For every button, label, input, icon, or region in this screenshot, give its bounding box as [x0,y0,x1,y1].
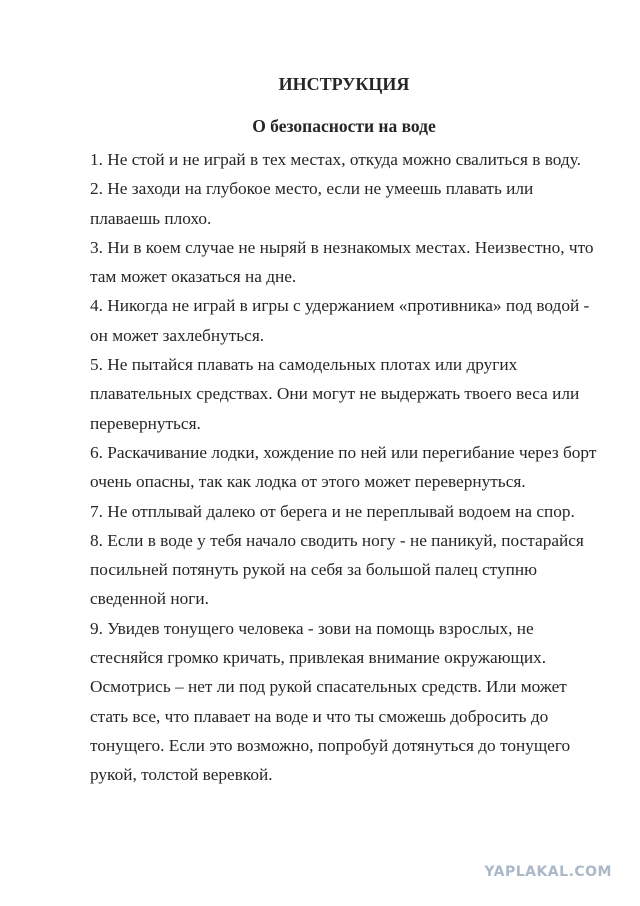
text-line: Осмотрись – нет ли под рукой спасательных средств. Или может [90,677,567,697]
text-line: перевернуться. [90,413,201,433]
text-line: 8. Если в воде у тебя начало сводить ногу - не паникуй, постарайся [90,530,584,550]
text-line: он может захлебнуться. [90,325,265,345]
text-line: 2. Не заходи на глубокое место, если не умеешь плавать или [90,179,534,199]
text-line: плавательных средствах. Они могут не выдержать твоего веса или [90,384,580,404]
text-line: рукой, толстой веревкой. [90,765,273,785]
text-line: тонущего. Если это возможно, попробуй дотянуться до тонущего [90,735,571,755]
instruction-body [90,145,630,790]
document-title: ИНСТРУКЦИЯ [278,74,410,94]
text-line: 6. Раскачивание лодки, хождение по ней или перегибание через борт [90,442,597,462]
text-line: сведенной ноги. [90,589,209,609]
document-subtitle: О безопасности на воде [252,116,436,136]
text-line: 1. Не стой и не играй в тех местах, откуда можно свалиться в воду. [90,150,581,169]
text-line: 4. Никогда не играй в игры с удержанием «противника» под водой - [90,296,590,316]
text-line: там может оказаться на дне. [90,267,297,287]
text-line: стесняйся громко кричать, привлекая внимание окружающих. [90,648,547,668]
text-line: посильней потянуть рукой на себя за большой палец ступню [90,560,538,580]
text-line: 3. Ни в коем случае не ныряй в незнакомых местах. Неизвестно, что [90,237,594,257]
text-line: 7. Не отплывай далеко от берега и не переплывай водоем на спор. [90,501,575,521]
watermark-logo: YAPLAKAL.COM [484,864,612,880]
text-line: 9. Увидев тонущего человека - зови на помощь взрослых, не [90,618,534,638]
text-line: очень опасны, так как лодка от этого может перевернуться. [90,472,526,492]
text-line: плаваешь плохо. [90,208,212,228]
text-line: 5. Не пытайся плавать на самодельных плотах или других [90,355,518,375]
text-line: стать все, что плавает на воде и что ты сможешь добросить до [90,706,549,726]
